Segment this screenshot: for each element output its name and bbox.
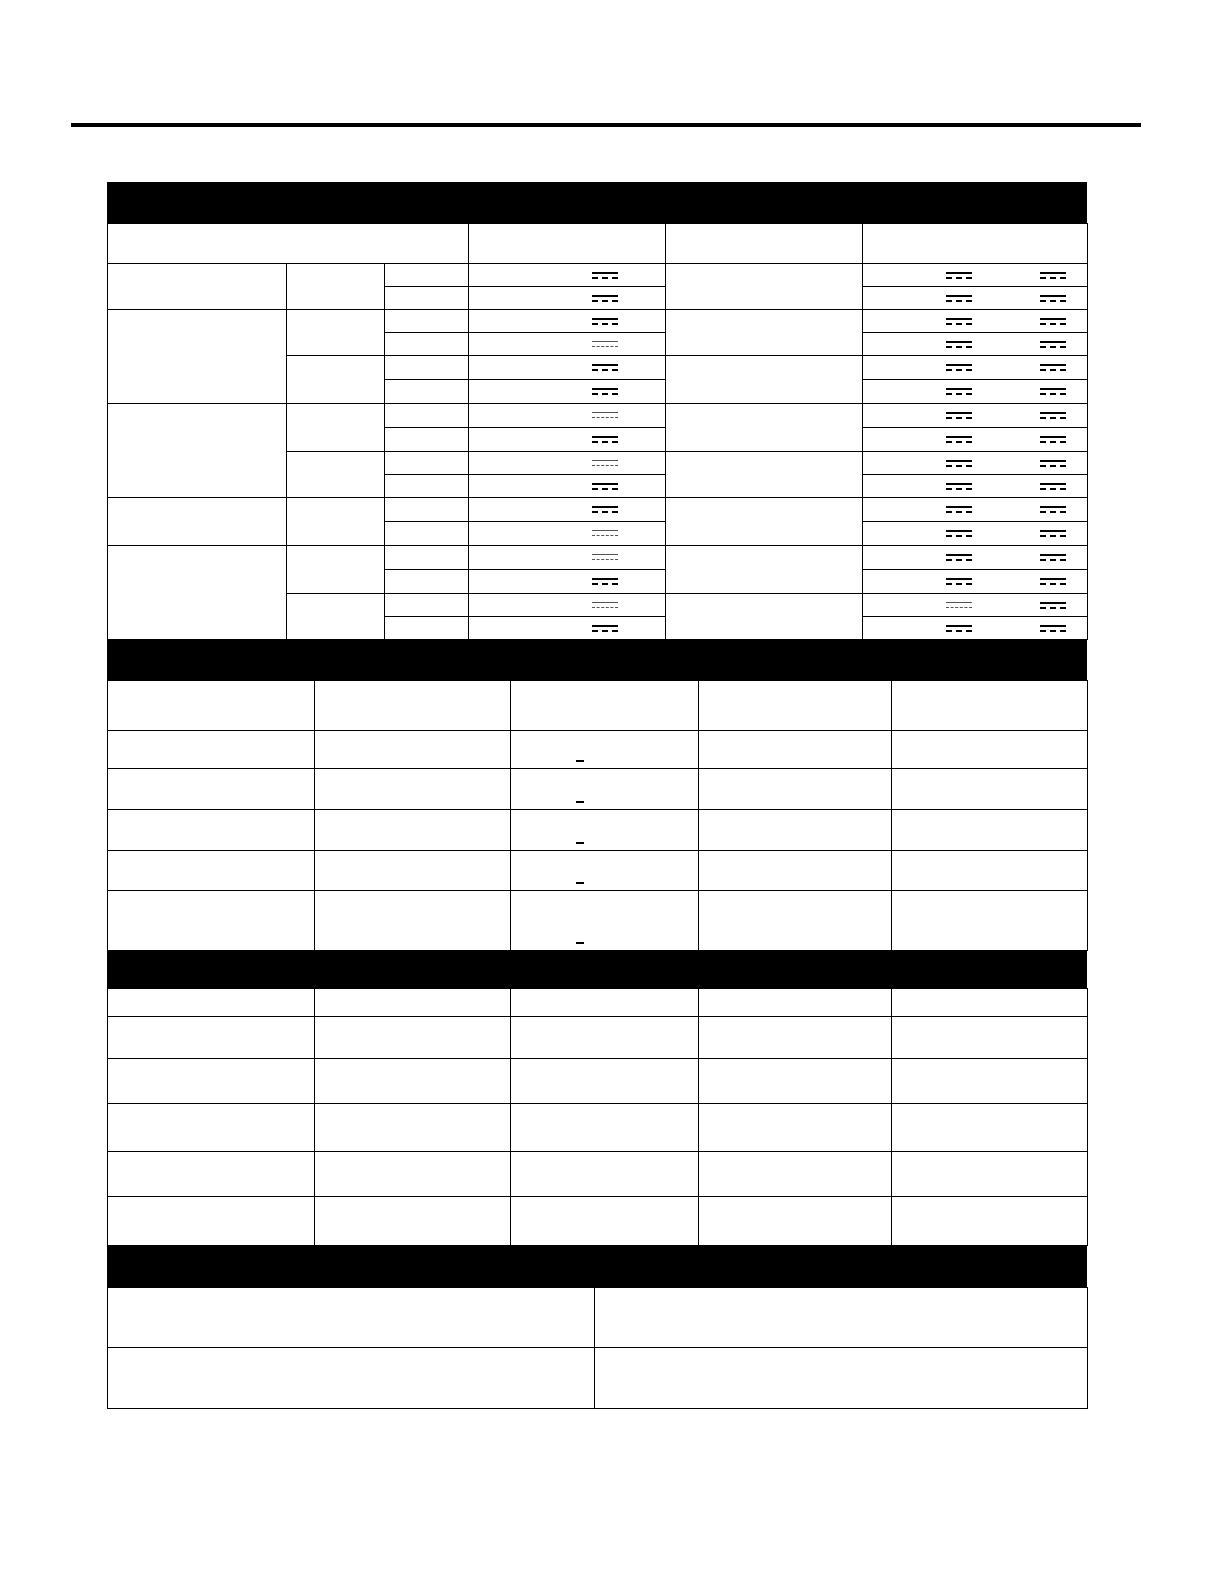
table-cell — [698, 1196, 892, 1246]
table-cell — [891, 730, 1088, 769]
subgroup-label-cell — [286, 355, 385, 404]
table-cell — [107, 1196, 315, 1246]
dc-current-symbol-icon — [592, 295, 618, 304]
rating-cell — [468, 451, 666, 475]
table-cell — [891, 809, 1088, 851]
dc-current-symbol-icon — [946, 554, 972, 563]
dc-current-symbol-icon — [946, 483, 972, 492]
table-cell — [107, 850, 315, 891]
dc-current-symbol-icon — [1040, 602, 1066, 611]
column-header — [665, 223, 863, 264]
dc-current-symbol-icon — [946, 412, 972, 421]
table-cell — [698, 1058, 892, 1104]
dc-current-symbol-icon — [592, 436, 618, 445]
column-header — [698, 988, 892, 1017]
dc-current-symbol-icon — [946, 364, 972, 373]
table-cell — [891, 1103, 1088, 1152]
dc-current-symbol-icon — [946, 506, 972, 515]
rating-cell — [468, 427, 666, 452]
dc-current-symbol-icon — [946, 530, 972, 539]
dc-current-symbol-icon — [592, 341, 618, 350]
merged-value-cell — [665, 497, 863, 546]
table-cell — [510, 890, 699, 951]
column-header — [698, 680, 892, 731]
table-cell — [107, 1151, 315, 1197]
dc-current-symbol-icon — [592, 364, 618, 373]
table-cell — [510, 1016, 699, 1059]
group-label-cell — [107, 263, 287, 310]
table-cell — [384, 616, 469, 640]
table-cell — [384, 521, 469, 546]
table-cell — [384, 403, 469, 428]
dc-current-symbol-icon — [1040, 388, 1066, 397]
dc-current-symbol-icon — [592, 318, 618, 327]
group-label-cell — [107, 403, 287, 498]
dc-current-symbol-icon — [946, 295, 972, 304]
table-cell — [384, 593, 469, 617]
column-header — [891, 988, 1088, 1017]
rating-cell — [468, 286, 666, 310]
group-label-cell — [107, 309, 287, 404]
table-cell — [314, 730, 511, 769]
table-cell — [384, 286, 469, 310]
dc-current-symbol-icon — [1040, 318, 1066, 327]
table-cell — [107, 890, 315, 951]
table-cell — [107, 1347, 595, 1409]
subgroup-label-cell — [286, 451, 385, 498]
table-cell — [698, 1016, 892, 1059]
rating-cell — [468, 497, 666, 522]
subgroup-label-cell — [286, 497, 385, 546]
table-cell — [107, 730, 315, 769]
table-cell — [384, 474, 469, 498]
section-header-band — [107, 950, 1087, 988]
dc-current-symbol-icon — [1040, 483, 1066, 492]
dc-current-symbol-icon — [1040, 364, 1066, 373]
table-cell — [107, 1016, 315, 1059]
table-cell — [891, 890, 1088, 951]
rating-cell — [468, 593, 666, 617]
dc-current-symbol-icon — [946, 602, 972, 611]
table-cell — [510, 809, 699, 851]
table-cell — [891, 1151, 1088, 1197]
dc-current-symbol-icon — [1040, 341, 1066, 350]
rating-cell — [468, 309, 666, 333]
table-cell — [107, 809, 315, 851]
table-cell — [510, 1151, 699, 1197]
merged-value-cell — [665, 403, 863, 452]
rating-cell — [468, 474, 666, 498]
table-cell — [384, 355, 469, 380]
dc-current-symbol-icon — [946, 272, 972, 281]
table-cell — [594, 1347, 1088, 1409]
dc-current-symbol-icon — [592, 460, 618, 469]
table-cell — [314, 1196, 511, 1246]
table-cell — [698, 809, 892, 851]
dc-current-symbol-icon — [592, 506, 618, 515]
table-cell — [384, 263, 469, 287]
dc-current-symbol-icon — [1040, 272, 1066, 281]
table-cell — [314, 890, 511, 951]
merged-value-cell — [665, 593, 863, 640]
dc-current-symbol-icon — [592, 412, 618, 421]
dc-current-symbol-icon — [946, 436, 972, 445]
subgroup-label-cell — [286, 309, 385, 356]
column-header — [107, 223, 469, 264]
dc-current-symbol-icon — [1040, 625, 1066, 634]
table-cell — [510, 1103, 699, 1152]
merged-value-cell — [665, 451, 863, 498]
table-cell — [314, 850, 511, 891]
table-cell — [314, 1151, 511, 1197]
subgroup-label-cell — [286, 403, 385, 452]
rating-cell — [468, 403, 666, 428]
merged-value-cell — [665, 263, 863, 310]
table-cell — [107, 1103, 315, 1152]
rating-cell — [468, 569, 666, 594]
table-cell — [384, 427, 469, 452]
dash-mark-icon — [576, 842, 584, 844]
subgroup-label-cell — [286, 545, 385, 594]
table-cell — [698, 1103, 892, 1152]
rating-cell — [468, 545, 666, 570]
dc-current-symbol-icon — [1040, 295, 1066, 304]
column-header — [862, 223, 1088, 264]
rating-cell — [468, 263, 666, 287]
table-cell — [698, 890, 892, 951]
dc-current-symbol-icon — [592, 530, 618, 539]
table-cell — [107, 1058, 315, 1104]
table-cell — [698, 850, 892, 891]
table-cell — [314, 1058, 511, 1104]
table-cell — [384, 497, 469, 522]
table-cell — [314, 768, 511, 810]
subgroup-label-cell — [286, 263, 385, 310]
table-cell — [891, 768, 1088, 810]
dc-current-symbol-icon — [592, 578, 618, 587]
table-cell — [698, 768, 892, 810]
dc-current-symbol-icon — [592, 554, 618, 563]
rating-cell — [468, 332, 666, 356]
dc-current-symbol-icon — [946, 460, 972, 469]
dc-current-symbol-icon — [946, 341, 972, 350]
table-cell — [698, 730, 892, 769]
dc-current-symbol-icon — [592, 625, 618, 634]
dc-current-symbol-icon — [1040, 506, 1066, 515]
dc-current-symbol-icon — [592, 602, 618, 611]
column-header — [510, 680, 699, 731]
header-rule — [71, 123, 1141, 127]
table-cell — [384, 451, 469, 475]
merged-value-cell — [665, 309, 863, 356]
table-cell — [510, 1058, 699, 1104]
merged-value-cell — [665, 545, 863, 594]
table-cell — [510, 1196, 699, 1246]
dash-mark-icon — [576, 942, 584, 944]
table-cell — [891, 850, 1088, 891]
dc-current-symbol-icon — [946, 318, 972, 327]
dc-current-symbol-icon — [592, 483, 618, 492]
table-cell — [510, 768, 699, 810]
table-cell — [107, 1287, 595, 1348]
table-cell — [698, 1151, 892, 1197]
table-cell — [891, 1058, 1088, 1104]
section-header-band — [107, 1245, 1087, 1287]
rating-cell — [468, 521, 666, 546]
table-cell — [384, 332, 469, 356]
section-header-band — [107, 182, 1087, 223]
table-cell — [384, 569, 469, 594]
dc-current-symbol-icon — [1040, 460, 1066, 469]
table-cell — [891, 1016, 1088, 1059]
column-header — [314, 988, 511, 1017]
dc-current-symbol-icon — [946, 625, 972, 634]
table-cell — [594, 1287, 1088, 1348]
group-label-cell — [107, 545, 287, 640]
table-cell — [314, 1016, 511, 1059]
dc-current-symbol-icon — [1040, 554, 1066, 563]
column-header — [314, 680, 511, 731]
dc-current-symbol-icon — [946, 578, 972, 587]
table-cell — [107, 768, 315, 810]
dc-current-symbol-icon — [1040, 530, 1066, 539]
group-label-cell — [107, 497, 287, 546]
table-cell — [314, 1103, 511, 1152]
table-cell — [510, 730, 699, 769]
dash-mark-icon — [576, 801, 584, 803]
rating-cell — [468, 355, 666, 380]
table-cell — [891, 1196, 1088, 1246]
table-cell — [384, 379, 469, 404]
dash-mark-icon — [576, 882, 584, 884]
table-cell — [384, 545, 469, 570]
column-header — [107, 988, 315, 1017]
dc-current-symbol-icon — [1040, 578, 1066, 587]
section-header-band — [107, 639, 1087, 680]
dc-current-symbol-icon — [592, 388, 618, 397]
table-cell — [314, 809, 511, 851]
dc-current-symbol-icon — [1040, 412, 1066, 421]
dash-mark-icon — [576, 760, 584, 762]
column-header — [468, 223, 666, 264]
subgroup-label-cell — [286, 593, 385, 640]
column-header — [107, 680, 315, 731]
table-cell — [510, 850, 699, 891]
column-header — [891, 680, 1088, 731]
dc-current-symbol-icon — [592, 272, 618, 281]
column-header — [510, 988, 699, 1017]
rating-cell — [468, 616, 666, 640]
rating-cell — [468, 379, 666, 404]
table-cell — [384, 309, 469, 333]
dc-current-symbol-icon — [1040, 436, 1066, 445]
dc-current-symbol-icon — [946, 388, 972, 397]
merged-value-cell — [665, 355, 863, 404]
